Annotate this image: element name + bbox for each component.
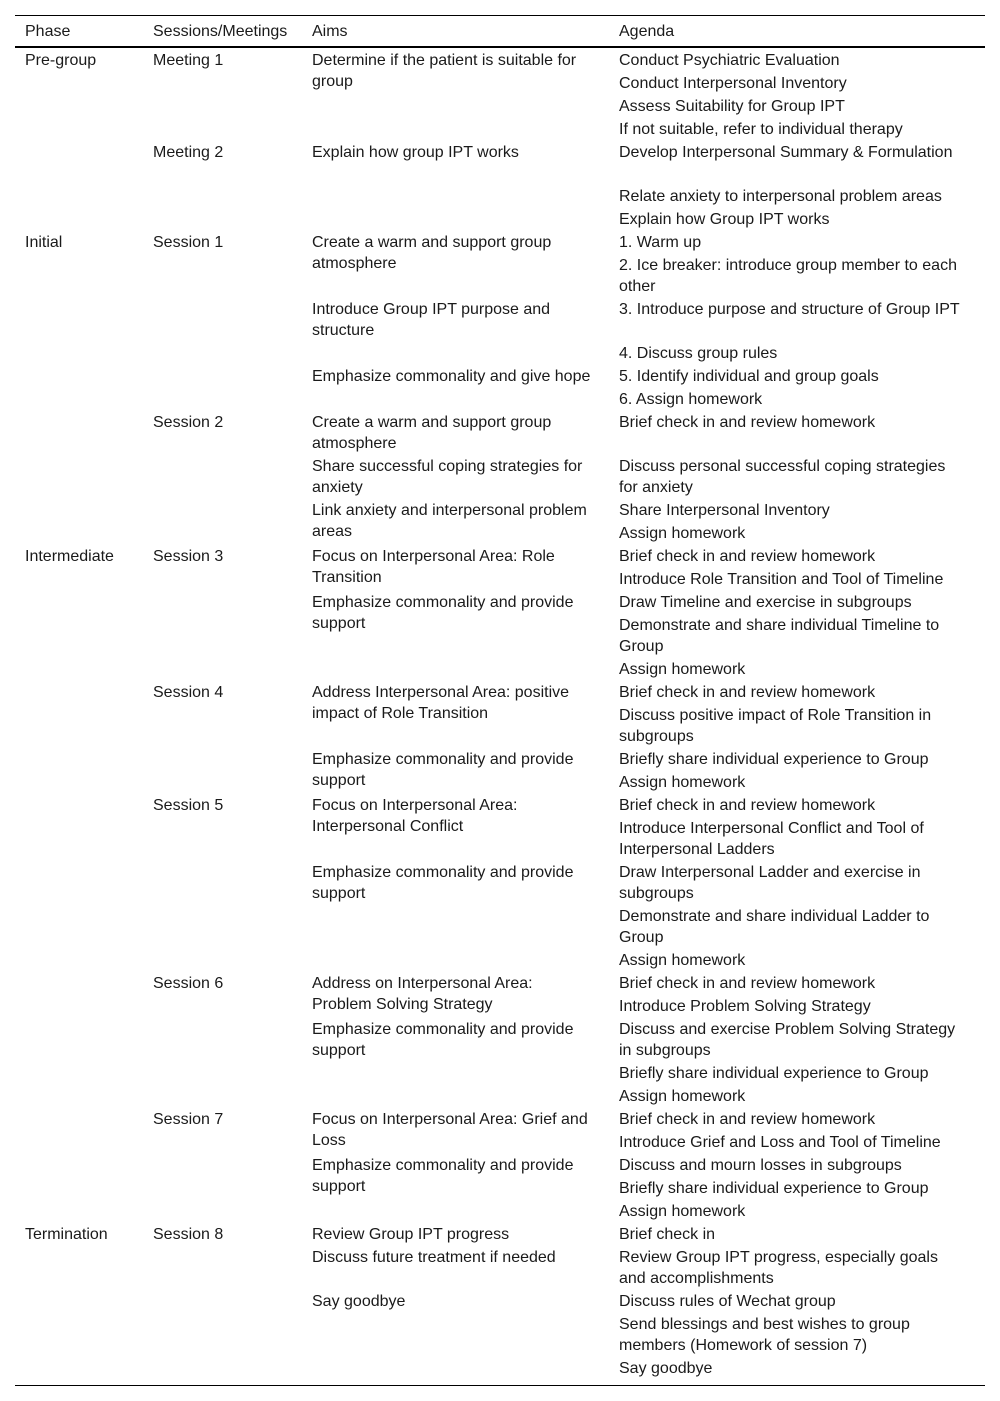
agenda-cell: Discuss and mourn losses in subgroups [619,1157,902,1174]
aim-cell: Emphasize commonality and provide support [312,1021,574,1059]
session-cell: Session 7 [153,1111,224,1128]
agenda-cell: 4. Discuss group rules [619,345,778,362]
agenda-cell: Develop Interpersonal Summary & Formulation [619,144,953,161]
agenda-cell: Brief check in and review homework [619,414,876,431]
agenda-cell: Demonstrate and share individual Ladder to Group [619,908,930,946]
agenda-cell: Introduce Interpersonal Conflict and Tool of Interpersonal Ladders [619,820,924,858]
aim-cell: Focus on Interpersonal Area: Grief and Loss [312,1111,588,1149]
aim-cell: Introduce Group IPT purpose and structure [312,301,551,339]
agenda-cell: Brief check in and review homework [619,975,876,992]
agenda-cell: Assign homework [619,525,746,542]
agenda-cell: Introduce Grief and Loss and Tool of Timeline [619,1134,941,1151]
agenda-cell: Assign homework [619,1203,746,1220]
agenda-cell: Share Interpersonal Inventory [619,502,830,519]
agenda-cell: Discuss personal successful coping strategies for anxiety [619,458,946,496]
agenda-cell: Conduct Psychiatric Evaluation [619,52,840,69]
agenda-cell: 1. Warm up [619,234,702,251]
agenda-cell: Draw Timeline and exercise in subgroups [619,594,912,611]
agenda-cell: 6. Assign homework [619,391,763,408]
session-cell: Session 2 [153,414,224,431]
aim-cell: Emphasize commonality and provide support [312,594,574,632]
session-cell: Session 8 [153,1226,224,1243]
aim-cell: Focus on Interpersonal Area: Role Transition [312,548,555,586]
header-sessions: Sessions/Meetings [153,23,288,40]
agenda-cell: Relate anxiety to interpersonal problem areas [619,188,942,205]
agenda-cell: Introduce Problem Solving Strategy [619,998,871,1015]
agenda-cell: 3. Introduce purpose and structure of Group IPT [619,301,960,318]
session-cell: Meeting 1 [153,52,224,69]
agenda-cell: Briefly share individual experience to Group [619,1180,929,1197]
aim-cell: Share successful coping strategies for anxiety [312,458,583,496]
agenda-cell: Say goodbye [619,1360,713,1377]
aim-cell: Discuss future treatment if needed [312,1249,556,1266]
phase-cell: Initial [25,234,63,251]
agenda-cell: If not suitable, refer to individual therapy [619,121,903,138]
agenda-cell: Assign homework [619,1088,746,1105]
aim-cell: Explain how group IPT works [312,144,519,161]
agenda-cell: 2. Ice breaker: introduce group member to each other [619,257,957,295]
aim-cell: Create a warm and support group atmosphere [312,414,552,452]
header-agenda: Agenda [619,23,675,40]
agenda-cell: Discuss rules of Wechat group [619,1293,836,1310]
agenda-cell: Brief check in and review homework [619,797,876,814]
agenda-cell: Send blessings and best wishes to group members (Homework of session 7) [619,1316,910,1354]
session-cell: Session 3 [153,548,224,565]
header-aims: Aims [312,23,348,40]
phase-cell: Intermediate [25,548,114,565]
agenda-cell: Brief check in and review homework [619,548,876,565]
agenda-cell: Discuss and exercise Problem Solving Strategy in subgroups [619,1021,956,1059]
agenda-cell: Conduct Interpersonal Inventory [619,75,847,92]
session-cell: Session 1 [153,234,224,251]
aim-cell: Emphasize commonality and provide support [312,864,574,902]
table-bottom-rule [15,1385,985,1386]
agenda-cell: Assign homework [619,952,746,969]
aim-cell: Address Interpersonal Area: positive impact of Role Transition [312,684,570,722]
session-cell: Meeting 2 [153,144,224,161]
agenda-cell: 5. Identify individual and group goals [619,368,879,385]
agenda-cell: Brief check in [619,1226,716,1243]
header-phase: Phase [25,23,71,40]
table-header-rule [15,46,985,48]
aim-cell: Emphasize commonality and provide support [312,751,574,789]
aim-cell: Review Group IPT progress [312,1226,510,1243]
aim-cell: Create a warm and support group atmosphere [312,234,552,272]
aim-cell: Determine if the patient is suitable for group [312,52,577,90]
aim-cell: Link anxiety and interpersonal problem areas [312,502,587,540]
agenda-cell: Briefly share individual experience to Group [619,751,929,768]
agenda-cell: Assign homework [619,661,746,678]
aim-cell: Address on Interpersonal Area: Problem Solving Strategy [312,975,533,1013]
agenda-cell: Assess Suitability for Group IPT [619,98,845,115]
agenda-cell: Demonstrate and share individual Timeline to Group [619,617,940,655]
agenda-cell: Introduce Role Transition and Tool of Timeline [619,571,944,588]
table-top-rule [15,15,985,16]
agenda-cell: Assign homework [619,774,746,791]
agenda-cell: Briefly share individual experience to Group [619,1065,929,1082]
aim-cell: Emphasize commonality and provide support [312,1157,574,1195]
agenda-cell: Explain how Group IPT works [619,211,830,228]
aim-cell: Focus on Interpersonal Area: Interpersonal Conflict [312,797,518,835]
aim-cell: Emphasize commonality and give hope [312,368,591,385]
agenda-cell: Discuss positive impact of Role Transition in subgroups [619,707,932,745]
session-cell: Session 4 [153,684,224,701]
session-cell: Session 5 [153,797,224,814]
agenda-cell: Brief check in and review homework [619,1111,876,1128]
agenda-cell: Review Group IPT progress, especially goals and accomplishments [619,1249,938,1287]
phase-cell: Termination [25,1226,108,1243]
session-cell: Session 6 [153,975,224,992]
phase-cell: Pre-group [25,52,97,69]
agenda-cell: Draw Interpersonal Ladder and exercise in subgroups [619,864,921,902]
aim-cell: Say goodbye [312,1293,406,1310]
agenda-cell: Brief check in and review homework [619,684,876,701]
